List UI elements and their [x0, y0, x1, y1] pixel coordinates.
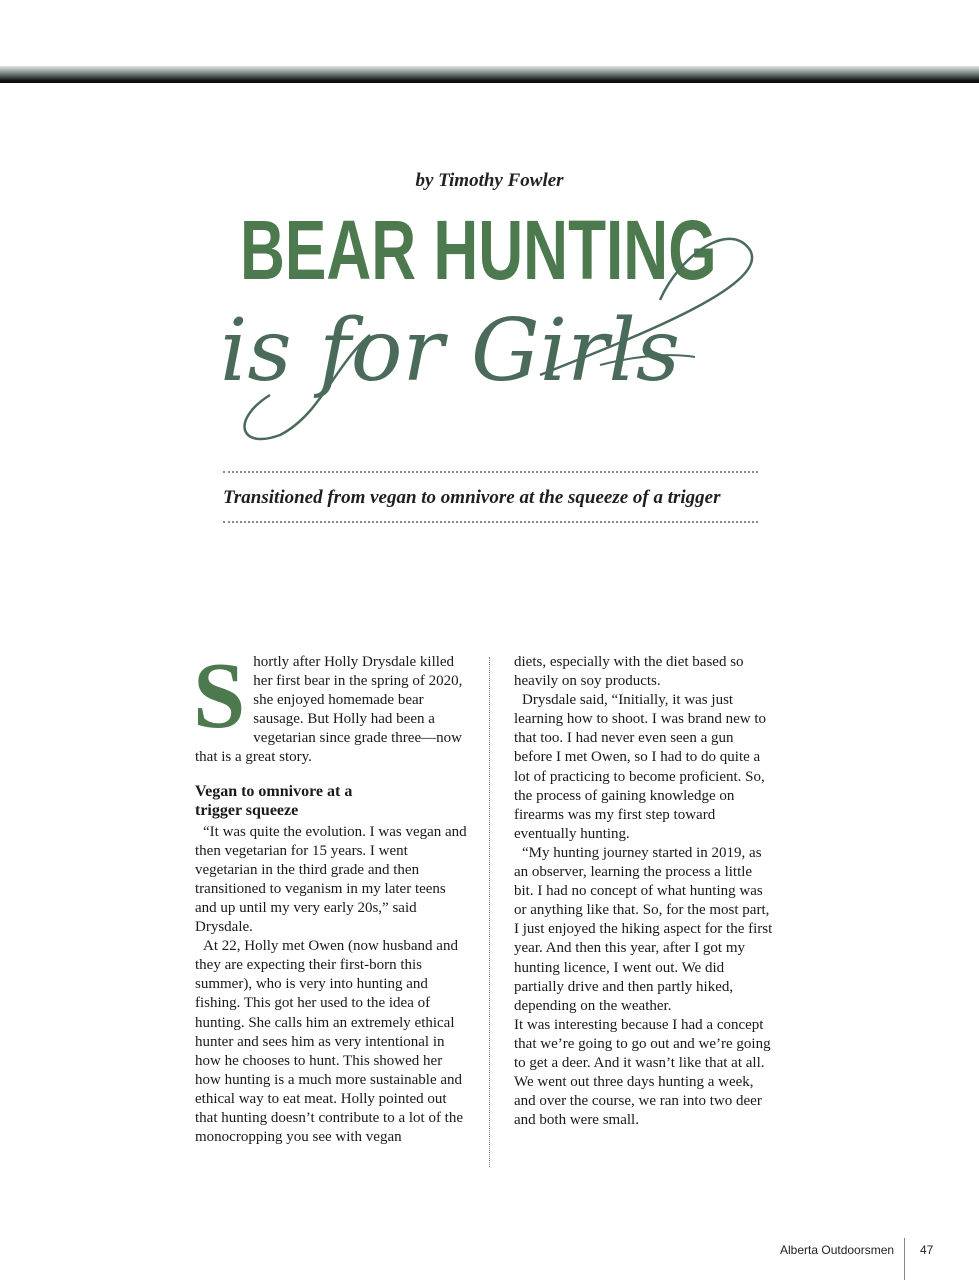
body-column-left: [193, 644, 467, 1147]
subtitle: Transitioned from vegan to omnivore at the squeeze of a trigger: [223, 487, 721, 508]
footer-publication: Alberta Outdoorsmen: [780, 1243, 895, 1257]
intro-text: hortly after Holly Drysdale killed her first bear in the spring of 2020, she enjoyed homemade bear sausage. But Holly had been a vegetarian since grade three—now that is a great story.: [195, 654, 463, 766]
body-paragraph: It was interesting because I had a concept that we’re going to go out and we’re going to get a deer. And it wasn’t like that at all. We went out three days hunting a week, and over the course, we ran into two deer and both were small.: [514, 1016, 771, 1129]
headline-script: is for Girls: [220, 301, 680, 401]
body-column-right: [514, 653, 774, 1130]
page-number: 47: [920, 1243, 934, 1257]
byline: by Timothy Fowler: [415, 170, 564, 191]
headline: BEAR HUNTING: [240, 203, 717, 297]
column-divider: [489, 657, 490, 1167]
footer-divider: [904, 1238, 905, 1280]
body-paragraph: At 22, Holly met Owen (now husband and they are expecting their first-born this summer), who is very into hunting and fishing. This got her used to the idea of hunting. She calls him an extremely ethical hunter and sees him as very intentional in how he chooses to hunt. This showed her how hunting is a much more sustainable and ethical way to eat meat. Holly pointed out that hunting doesn’t contribute to a lot of the monocropping you see with vegan: [195, 938, 464, 1146]
section-subhead: Vegan to omnivore at a trigger squeeze: [195, 782, 353, 819]
drop-cap: S: [193, 644, 246, 748]
body-paragraph: “My hunting journey started in 2019, as an observer, learning the process a little bit. I had no concept of what hunting was or anything like that. So, for the most part, I just enjoyed the hiking aspect for the first year. And then this year, after I got my hunting licence, I went out. We did partially drive and then partly hiked, depending on the weather.: [514, 844, 773, 1014]
subtitle-top-rule: [223, 471, 758, 473]
body-paragraph: “It was quite the evolution. I was vegan and then vegetarian for 15 years. I went vegetarian in the third grade and then transitioned to veganism in my later teens and up until my very early 20s,” said Drysdale.: [195, 823, 467, 936]
subtitle-bottom-rule: [223, 521, 758, 523]
headline-script-svg: [210, 215, 770, 455]
top-header-band: [0, 66, 979, 83]
body-paragraph: Drysdale said, “Initially, it was just learning how to shoot. I was brand new to that too. I had never even seen a gun before I met Owen, so I had to do quite a lot of practicing to become proficient. So, the process of gaining knowledge on firearms was my first step toward eventually hunting.: [514, 692, 767, 842]
intro-paragraph: [193, 644, 467, 768]
body-paragraph: diets, especially with the diet based so heavily on soy products.: [514, 654, 744, 690]
